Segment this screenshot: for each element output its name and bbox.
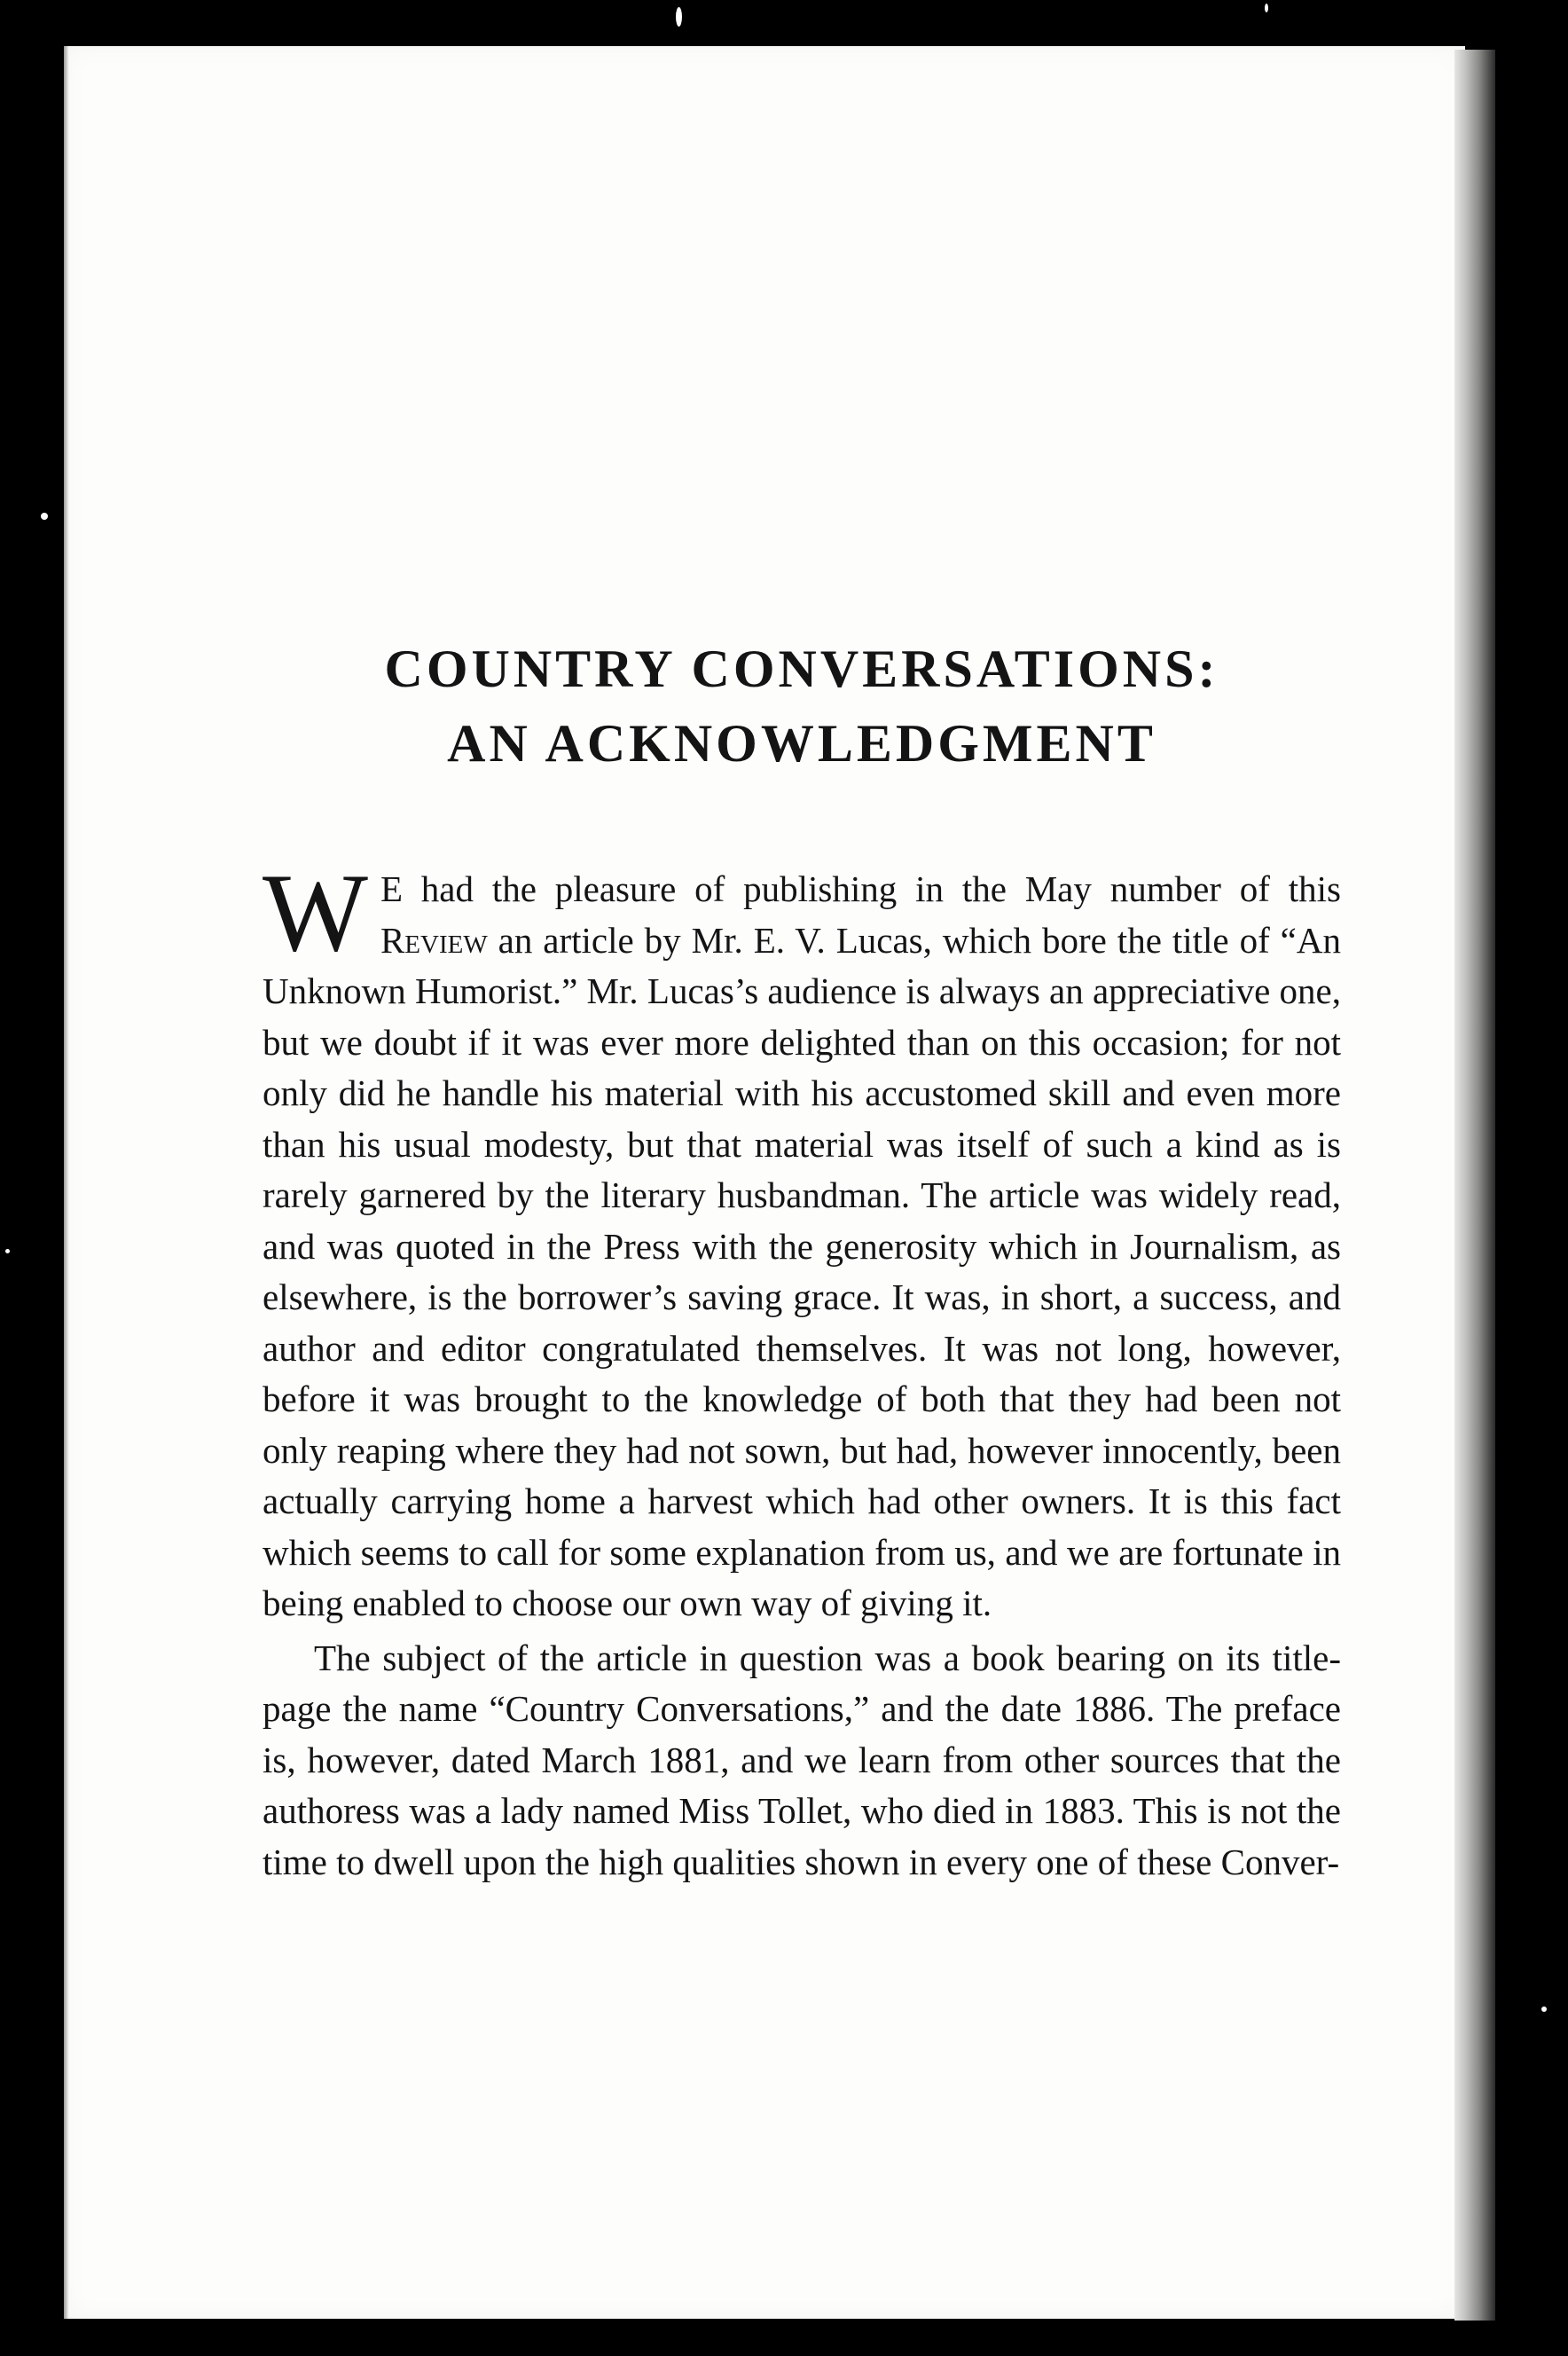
article	[263, 632, 1341, 1888]
article-title-line-1: COUNTRY CONVERSATIONS:	[384, 640, 1219, 698]
scan-speck	[1265, 4, 1268, 12]
article-title	[263, 632, 1341, 781]
drop-cap: W	[263, 852, 368, 975]
scan-speck	[41, 513, 48, 520]
paragraph-1-text-b: an article by Mr. E. V. Lucas, which bore the title of “An Unknown Humorist.” Mr. Lucas’s audience is always an appreciative one, but we doubt if it was ever more delighted than on this occasion; for not only did he handle his material with his accustomed skill and even more than his usual modesty, but that material was itself of such a kind as is rarely garnered by the literary husbandman. The article was widely read, and was quoted in the Press with the generosity which in Journalism, as elsewhere, is the borrower’s saving grace. It was, in short, a success, and author and editor congratulated themselves. It was not long, however, before it was brought to the knowledge of both that they had been not only reaping where they had not sown, but had, however innocently, been actually carrying home a harvest which had other owners. It is this fact which seems to call for some explanation from us, and we are fortunate in being enabled to choose our own way of giving it.	[263, 919, 1341, 1623]
scan-speck	[5, 1249, 10, 1253]
paragraph-1-text-a: had the pleasure of publishing in the May number of this	[402, 868, 1341, 909]
paragraph-2: The subject of the article in question was a book bearing on its title-page the name “Country Conversations,” and the date 1886. The preface is, however, dated March 1881, and we learn from other sources that the authoress was a lady named Miss Tollet, who died in 1883. This is not the time to dwell upon the high qualities shown in every one of these Conver-	[263, 1637, 1341, 1882]
scan-background-right	[1495, 46, 1568, 2356]
page-right-edge-shadow	[1454, 50, 1495, 2321]
review-smallcaps: Review	[380, 919, 488, 961]
scan-speck	[676, 7, 682, 27]
paragraph-1-lead: E	[380, 868, 403, 909]
page-left-edge	[64, 46, 69, 2319]
article-title-line-2: AN ACKNOWLEDGMENT	[447, 714, 1156, 773]
paragraph-1	[263, 852, 1341, 1630]
scan-speck	[1541, 2007, 1547, 2012]
